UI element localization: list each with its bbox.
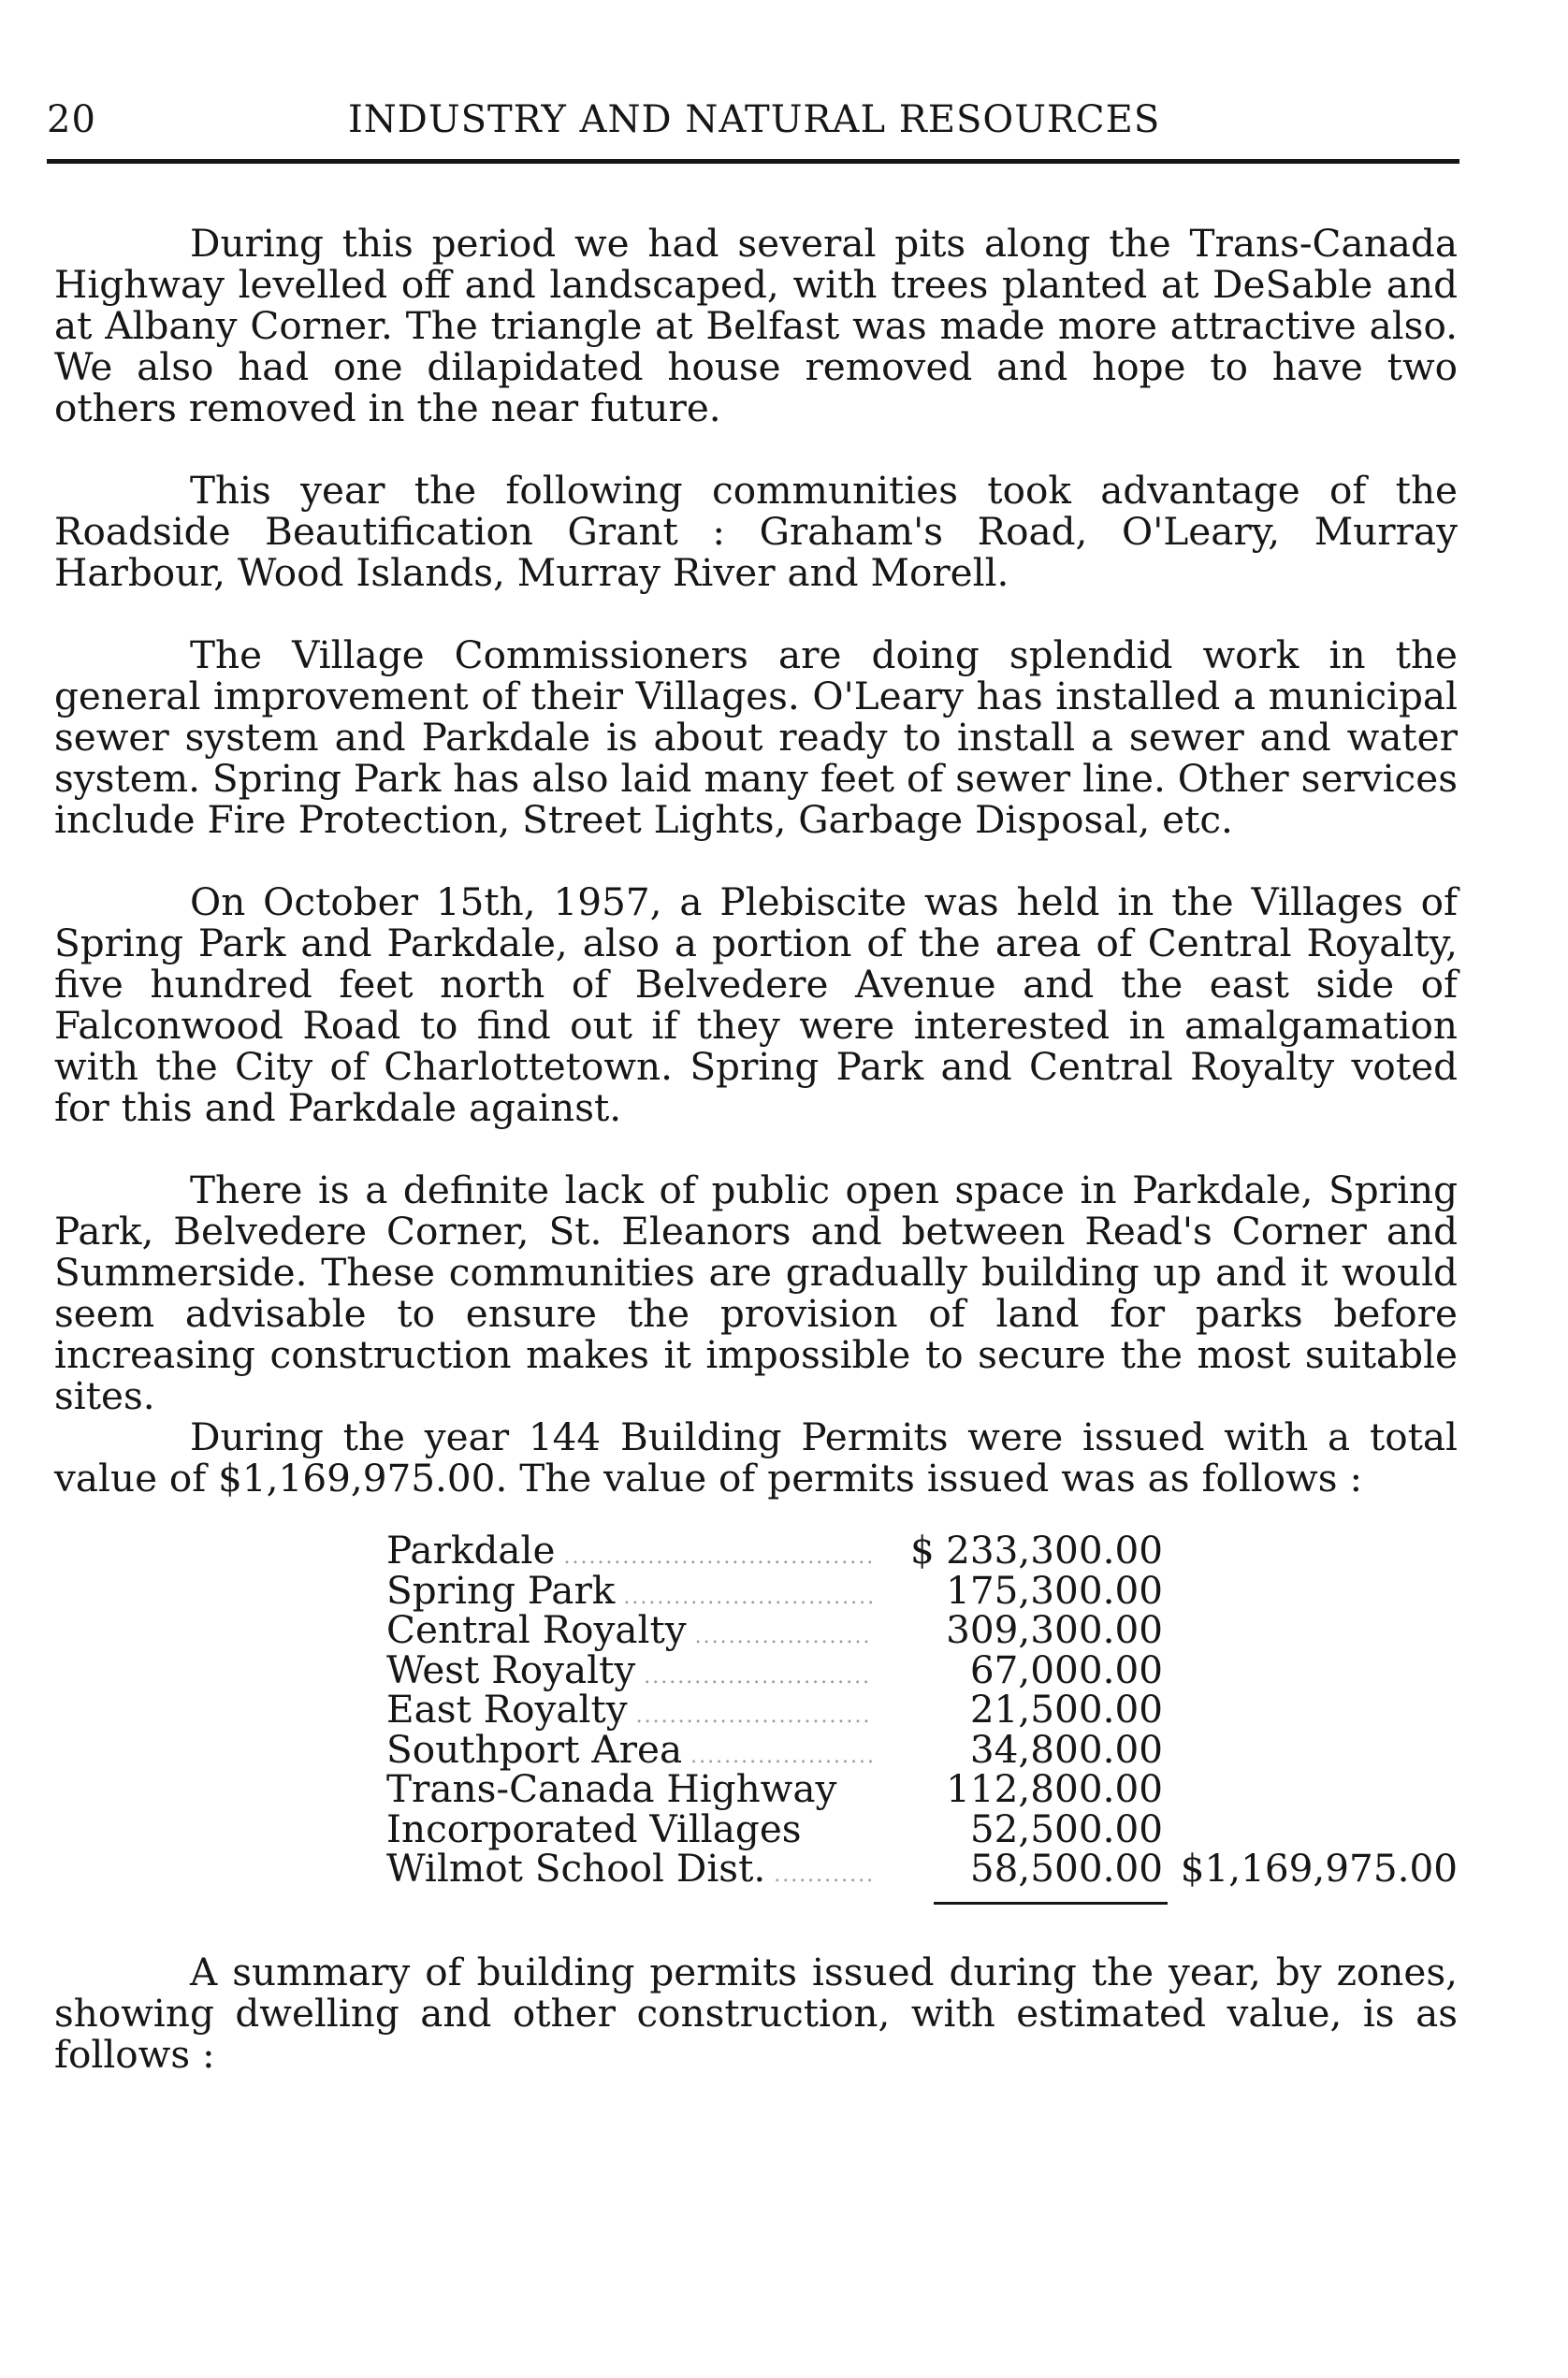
currency-symbol: $ — [910, 1528, 935, 1573]
permit-row — [386, 1766, 1458, 1811]
paragraph-village-commissioners: The Village Commissioners are doing splendid work in the general improvement of their Villages. O'Leary has installed a municipal sewer system and Parkdale is about ready to install a sewer and water system. Spring Park has also laid many feet of sewer line. Other services include Fire Protection, Street Lights, Garbage Disposal, etc. — [54, 632, 1458, 842]
permit-row — [386, 1846, 1458, 1891]
permit-area: Incorporated Villages — [386, 1808, 802, 1851]
permit-area: Wilmot School Dist. ..... — [386, 1849, 873, 1896]
permit-value: 309,300.00 — [946, 1607, 1163, 1652]
permit-area: Parkdale ..... — [386, 1530, 873, 1578]
permit-row — [386, 1567, 1458, 1613]
permit-value: 58,500.00 — [969, 1846, 1163, 1891]
permit-area: Central Royalty ..... — [386, 1610, 873, 1658]
permit-value: 52,500.00 — [969, 1805, 1163, 1851]
permit-value: 67,000.00 — [969, 1646, 1163, 1692]
total-rule — [934, 1902, 1168, 1905]
permit-row — [386, 1689, 1458, 1730]
page-number: 20 — [47, 98, 96, 141]
permit-value: 21,500.00 — [969, 1687, 1163, 1732]
permit-value: 34,800.00 — [969, 1726, 1163, 1772]
permit-row — [386, 1646, 1458, 1692]
paragraph-highway-landscaping: During this period we had several pits along the Trans-Canada Highway levelled off and landscaped, with trees planted at DeSable and at Albany Corner. The triangle at Belfast was made more attractive also. We also had one dilapidated house removed and hope to have two others removed in the near future. — [54, 221, 1458, 430]
running-title: INDUSTRY AND NATURAL RESOURCES — [348, 98, 1161, 141]
permit-area: Southport Area ..... — [386, 1730, 873, 1777]
paragraph-open-space: There is a definite lack of public open space in Parkdale, Spring Park, Belvedere Corner, St. Eleanors and between Read's Corner and Summerside. These communities are gradually building up and it would seem advisable to ensure the provision of land for parks before increasing construction makes it impossible to secure the most suitable sites. — [54, 1167, 1458, 1418]
body-text — [54, 223, 1458, 2116]
permit-value: 112,800.00 — [946, 1766, 1163, 1811]
permit-row — [386, 1726, 1458, 1772]
paragraph-summary: A summary of building permits issued during the year, by zones, showing dwelling and other construction, with estimated value, is as follows : — [54, 1949, 1458, 2077]
permit-area: Trans-Canada Highway — [386, 1769, 837, 1811]
paragraph-building-permits: During the year 144 Building Permits were issued with a total value of $1,169,975.00. The value of permits issued was as follows : — [54, 1414, 1458, 1501]
paragraph-plebiscite: On October 15th, 1957, a Plebiscite was held in the Villages of Spring Park and Parkdale, also a portion of the area of Central Royalty, five hundred feet north of Belvedere Avenue and the east side of Falconwood Road to find out if they were interested in amalgamation with the City of Charlottetown. Spring Park and Central Royalty voted for this and Parkdale against. — [54, 879, 1458, 1130]
running-head — [47, 92, 1459, 148]
permit-area: Spring Park ..... — [386, 1571, 873, 1618]
permit-value: 175,300.00 — [946, 1567, 1163, 1613]
permit-row — [386, 1607, 1458, 1652]
permit-value: 233,300.00 — [946, 1528, 1163, 1573]
permits-table — [386, 1530, 1458, 1905]
permits-total: $1,169,975.00 — [1180, 1846, 1458, 1891]
permit-row — [386, 1805, 1458, 1851]
header-rule — [47, 159, 1459, 164]
permit-row — [386, 1530, 1458, 1571]
permit-area: East Royalty ..... — [386, 1689, 873, 1737]
paragraph-beautification-grant: This year the following communities took advantage of the Roadside Beautification Grant : Graham's Road, O'Leary, Murray Harbour, Wood Islands, Murray River and Morell. — [54, 468, 1458, 595]
permit-area: West Royalty ..... — [386, 1650, 873, 1698]
